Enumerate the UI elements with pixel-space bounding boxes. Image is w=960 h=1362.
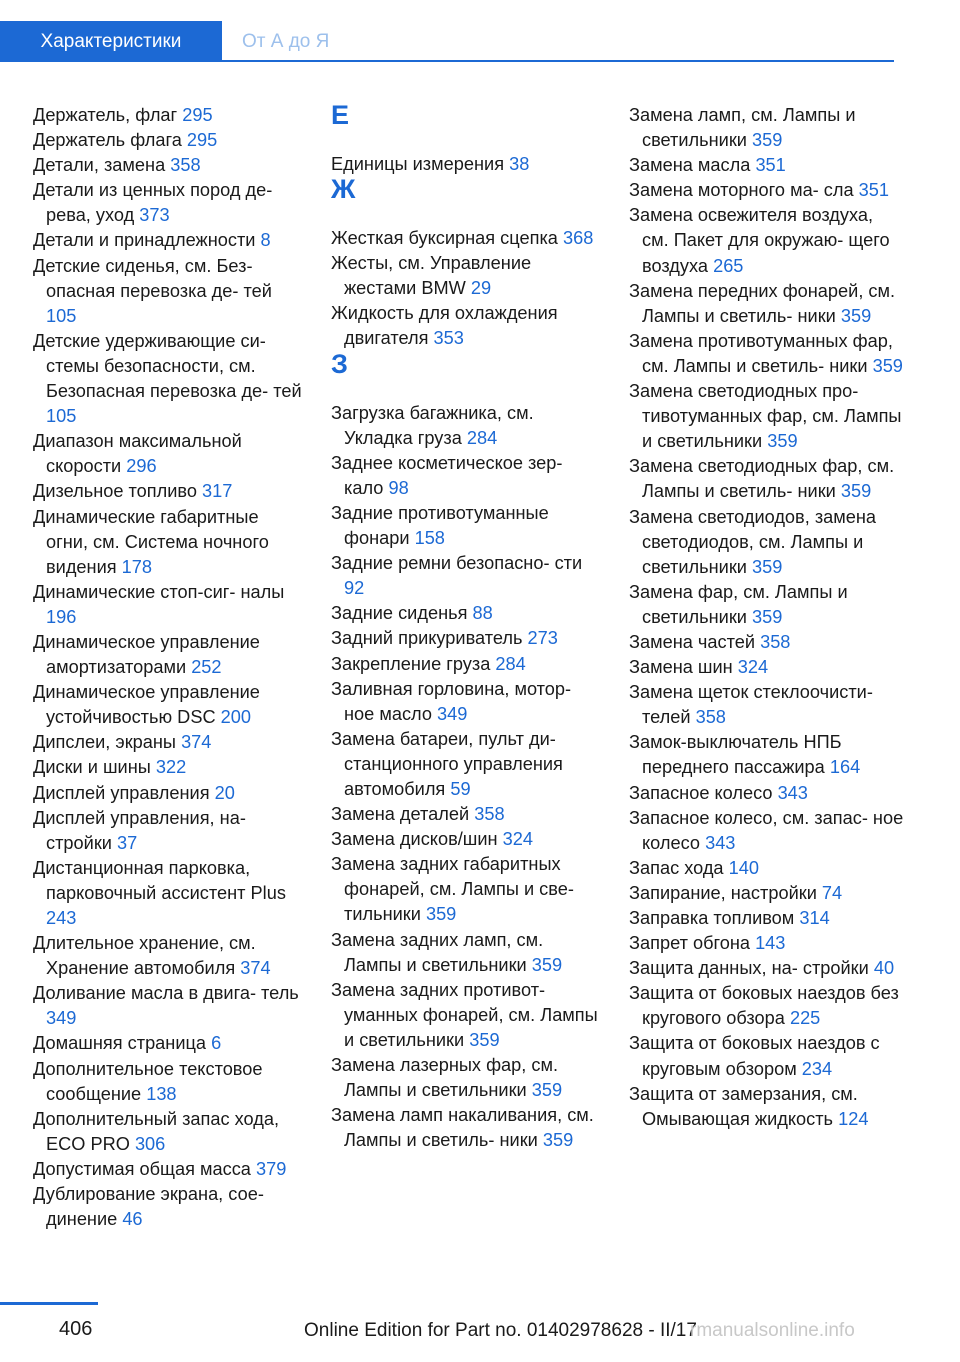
index-entry	[331, 1103, 599, 1153]
index-entry	[629, 178, 904, 203]
index-entry-text: Дополнительное текстовое сообщение	[33, 1058, 263, 1104]
index-entry-text: Замена лазерных фар, см. Лампы и светильники	[331, 1055, 559, 1101]
index-entry-text: Защита от боковых наездов с круговым обзором	[629, 1033, 880, 1079]
index-entry-text: Динамические габаритные огни, см. Система ночного видения	[33, 506, 269, 577]
index-entry	[629, 153, 904, 178]
index-entry-text: Замена противотуманных фар, см. Лампы и светиль‐ ники	[629, 330, 893, 376]
index-entry-text: Диапазон максимальной скорости	[33, 431, 242, 477]
tab-characteristics[interactable]: Характеристики	[0, 21, 222, 62]
page-reference-link[interactable]: 74	[821, 882, 843, 903]
index-entry-text: Детали из ценных пород де‐ рева, уход	[33, 180, 273, 226]
page-reference-link[interactable]: 359	[469, 1029, 500, 1050]
index-entry-text: Дополнительный запас хода, ECO PRO	[33, 1108, 280, 1154]
index-entry-text: Замена дисков/шин	[331, 829, 503, 850]
page-reference-link[interactable]: 306	[134, 1133, 166, 1154]
index-entry-text: Запасное колесо, см. запас‐ ное колесо	[629, 807, 904, 853]
page-reference-link[interactable]: 324	[737, 657, 769, 678]
index-entry	[629, 379, 904, 454]
index-entry	[331, 501, 599, 551]
index-entry-text: Детские удерживающие си‐ стемы безопасности, см. Безопасная перевозка де‐ тей	[33, 330, 302, 402]
index-entry-text: Детали и принадлежности	[33, 230, 261, 251]
page-reference-link[interactable]: 29	[470, 278, 492, 299]
index-entry	[629, 906, 904, 931]
index-entry	[629, 203, 904, 278]
index-entry	[33, 1182, 305, 1232]
page-reference-link[interactable]: 359	[425, 904, 457, 925]
index-entry-text: Замена задних габаритных фонарей, см. Лампы и све‐ тильники	[331, 854, 574, 925]
page-reference-link[interactable]: 295	[182, 105, 213, 125]
index-entry-text: Держатель, флаг	[33, 105, 183, 125]
page-reference-link[interactable]: 359	[752, 556, 783, 577]
page-reference-link[interactable]: 359	[752, 130, 783, 151]
page-reference-link[interactable]: 46	[122, 1209, 143, 1230]
index-entry-text: Длительное хранение, см. Хранение автомобиля	[33, 933, 256, 979]
index-entry-text: Закрепление груза	[331, 653, 496, 674]
page-reference-link[interactable]: 349	[46, 1008, 77, 1029]
index-entry	[331, 652, 599, 677]
footer-divider	[0, 1302, 98, 1305]
index-entry-text: Замена передних фонарей, см. Лампы и светиль‐ ники	[629, 280, 896, 326]
page-reference-link[interactable]: 143	[755, 933, 786, 954]
page-reference-link[interactable]: 164	[829, 757, 861, 778]
page-reference-link[interactable]: 200	[220, 707, 251, 728]
index-entry-text: Замена фар, см. Лампы и светильники	[629, 581, 848, 627]
page-reference-link[interactable]: 252	[191, 657, 222, 678]
index-entry-text: Замок-выключатель НПБ переднего пассажира	[629, 732, 842, 778]
index-entry-text: Дизельное топливо	[33, 481, 203, 502]
index-entry	[629, 781, 904, 806]
index-entry	[331, 727, 599, 802]
index-entry-text: Запирание, настройки	[629, 882, 822, 903]
index-entry	[629, 454, 904, 504]
index-entry	[33, 178, 305, 228]
index-entry-text: Замена светодиодных фар, см. Лампы и светиль‐ ники	[629, 456, 895, 502]
index-entry-text: Допустимая общая масса	[33, 1158, 256, 1179]
index-entry	[629, 630, 904, 655]
page-reference-link[interactable]: 359	[872, 355, 903, 376]
page-reference-link[interactable]: 359	[840, 481, 872, 502]
index-entry-text: Жесты, см. Управление жестами BMW	[331, 253, 532, 299]
index-column-3	[629, 103, 904, 1132]
page-reference-link[interactable]: 373	[139, 205, 170, 226]
index-entry-text: Заливная горловина, мотор‐ ное масло	[331, 678, 572, 724]
index-column-1	[33, 103, 305, 1232]
watermark: rmanualsonline.info	[690, 1320, 855, 1341]
page-reference-link[interactable]: 98	[388, 477, 409, 498]
index-entry	[629, 655, 904, 680]
index-entry	[33, 1107, 305, 1157]
index-entry-text: Запасное колесо	[629, 782, 778, 803]
page-reference-link[interactable]: 314	[799, 908, 830, 928]
tab-a-to-z[interactable]: От А до Я	[242, 30, 330, 52]
index-entry	[629, 505, 904, 580]
page-reference-link[interactable]: 359	[531, 954, 563, 975]
edition-text: Online Edition for Part no. 01402978628 - II/17	[304, 1320, 697, 1341]
index-entry	[33, 630, 305, 680]
page-reference-link[interactable]: 38	[509, 154, 530, 174]
page-reference-link[interactable]: 349	[437, 703, 468, 724]
index-entry-text: Замена ламп, см. Лампы и светильники	[629, 105, 856, 151]
page-reference-link[interactable]: 358	[474, 804, 505, 825]
index-entry-text: Замена задних противот‐ уманных фонарей, см. Лампы и светильники	[331, 979, 598, 1050]
index-entry	[33, 680, 305, 730]
index-entry-text: Замена шин	[629, 657, 738, 678]
index-entry-text: Замена светодиодных про‐ тивотуманных фар, см. Лампы и светильники	[629, 381, 902, 452]
index-entry-text: Дистанционная парковка, парковочный ассистент Plus	[33, 857, 286, 903]
page-reference-link[interactable]: 368	[562, 228, 594, 249]
page-reference-link[interactable]: 353	[433, 328, 464, 349]
page-reference-link[interactable]: 359	[752, 606, 783, 627]
page-reference-link[interactable]: 359	[767, 431, 798, 452]
page-reference-link[interactable]: 374	[181, 732, 212, 753]
index-entry	[629, 329, 904, 379]
index-entry-text: Защита от боковых наездов без кругового обзора	[629, 983, 899, 1029]
section-letter: Ж	[331, 174, 356, 205]
index-entry	[33, 931, 305, 981]
page-reference-link[interactable]: 140	[728, 857, 759, 878]
index-entry-text: Защита данных, на‐ стройки	[629, 958, 874, 979]
index-entry	[629, 856, 904, 881]
page-reference-link[interactable]: 234	[801, 1058, 833, 1079]
index-entry-text: Запрет обгона	[629, 933, 756, 954]
page-reference-link[interactable]: 105	[46, 305, 77, 326]
index-entry-text: Жидкость для охлаждения двигателя	[331, 303, 558, 349]
index-entry-text: Динамическое управление амортизаторами	[33, 631, 260, 678]
index-entry-text: Загрузка багажника, см. Укладка груза	[331, 402, 534, 448]
index-entry	[33, 153, 305, 178]
index-entry-text: Защита от замерзания, см. Омывающая жидкость	[629, 1083, 858, 1129]
index-entry	[33, 479, 305, 504]
page-reference-link[interactable]: 178	[121, 556, 153, 577]
page-reference-link[interactable]: 359	[542, 1130, 574, 1151]
index-entry-text: Задние ремни безопасно‐ сти	[331, 553, 583, 574]
index-entry	[33, 730, 305, 755]
index-entry-text: Детали, замена	[33, 155, 171, 176]
header-divider	[0, 60, 894, 62]
index-entry-text: Дисплей управления	[33, 782, 215, 803]
header-bar	[0, 0, 960, 62]
index-entry	[331, 1053, 599, 1103]
page-reference-link[interactable]: 358	[170, 155, 201, 176]
index-entry-text: Держатель флага	[33, 130, 187, 151]
index-entry-text: Единицы измерения	[331, 154, 510, 174]
index-entry-text: Дипслеи, экраны	[33, 732, 182, 753]
index-entry-text: Замена щеток стеклоочисти‐ телей	[629, 682, 873, 728]
page-reference-link[interactable]: 358	[695, 707, 726, 728]
page-reference-link[interactable]: 158	[414, 528, 445, 549]
index-entry	[33, 580, 305, 630]
index-entry-text: Заправка топливом	[629, 908, 800, 928]
index-entry-text: Динамическое управление устойчивостью DSC	[33, 682, 260, 728]
index-entry	[629, 103, 904, 153]
index-entry-text: Замена масла	[629, 155, 756, 176]
index-entry-text: Замена задних ламп, см. Лампы и светильники	[331, 929, 544, 975]
page-reference-link[interactable]: 196	[46, 606, 77, 627]
index-entry-text: Задние сиденья	[331, 603, 473, 624]
index-entry-text: Домашняя страница	[33, 1033, 212, 1054]
index-entry	[33, 254, 305, 329]
page-reference-link[interactable]: 37	[116, 832, 138, 853]
index-entry-text: Замена освежителя воздуха, см. Пакет для окружаю‐ щего воздуха	[629, 205, 890, 276]
index-entry	[33, 806, 305, 856]
index-entry	[331, 601, 599, 626]
index-entry	[331, 226, 599, 251]
index-entry	[629, 881, 904, 906]
page-reference-link[interactable]: 296	[126, 456, 157, 477]
page-reference-link[interactable]: 138	[146, 1083, 177, 1104]
page-reference-link[interactable]: 59	[450, 778, 471, 799]
page-reference-link[interactable]: 379	[255, 1158, 287, 1179]
index-entry	[33, 1057, 305, 1107]
index-entry	[33, 755, 305, 780]
index-entry	[331, 551, 599, 601]
index-entry	[33, 1157, 305, 1182]
index-entry	[629, 730, 904, 780]
index-entry	[33, 128, 305, 153]
page-reference-link[interactable]: 359	[840, 305, 872, 326]
index-entry	[33, 856, 305, 931]
index-entry-text: Дисплей управления, на‐ стройки	[33, 807, 246, 853]
index-entry	[33, 981, 305, 1031]
index-entry-text: Диски и шины	[33, 757, 156, 778]
index-entry-text: Замена батареи, пульт ди‐ станционного управления автомобиля	[331, 728, 563, 799]
page-reference-link[interactable]: 265	[713, 255, 744, 276]
index-entry-text: Замена моторного ма‐ сла	[629, 180, 859, 201]
index-entry	[629, 680, 904, 730]
index-entry-text: Жесткая буксирная сцепка	[331, 228, 563, 249]
index-entry	[33, 781, 305, 806]
index-entry-text: Дублирование экрана, сое‐ динение	[33, 1184, 264, 1230]
page-reference-link[interactable]: 273	[527, 628, 558, 649]
page-reference-link[interactable]: 124	[838, 1108, 869, 1129]
page-reference-link[interactable]: 284	[466, 427, 498, 448]
page-reference-link[interactable]: 243	[46, 908, 77, 928]
page-reference-link[interactable]: 324	[502, 829, 533, 850]
index-entry	[629, 580, 904, 630]
page-number: 406	[59, 1318, 93, 1340]
index-entry-text: Доливание масла в двига‐ тель	[33, 983, 299, 1004]
index-entry	[629, 956, 904, 981]
index-entry-text: Замена частей	[629, 631, 761, 652]
index-entry	[629, 1031, 904, 1081]
page-reference-link[interactable]: 20	[214, 782, 235, 803]
index-entry	[629, 981, 904, 1031]
index-entry	[331, 251, 599, 301]
index-entry	[331, 401, 599, 451]
index-entry-text: Заднее косметическое зер‐ кало	[331, 452, 563, 498]
index-entry	[629, 931, 904, 956]
index-entry-text: Динамические стоп-сиг‐ налы	[33, 581, 285, 602]
index-entry-text: Замена ламп накаливания, см. Лампы и светиль‐ ники	[331, 1105, 594, 1151]
page-reference-link[interactable]: 317	[202, 481, 233, 502]
page-reference-link[interactable]: 284	[495, 653, 526, 674]
page-reference-link[interactable]: 359	[531, 1080, 563, 1101]
index-entry	[33, 429, 305, 479]
page-reference-link[interactable]: 343	[705, 832, 736, 853]
index-entry	[331, 451, 599, 501]
index-entry	[33, 1031, 305, 1056]
page-reference-link[interactable]: 322	[155, 757, 187, 778]
page-reference-link[interactable]: 105	[46, 406, 77, 427]
page-reference-link[interactable]: 351	[858, 180, 890, 201]
index-entry	[331, 978, 599, 1053]
index-entry	[331, 852, 599, 927]
section-letter: Е	[331, 100, 350, 130]
index-entry	[331, 677, 599, 727]
page-reference-link[interactable]: 6	[211, 1033, 222, 1054]
section-letter: З	[331, 348, 348, 379]
page-reference-link[interactable]: 351	[755, 155, 786, 176]
index-entry	[331, 152, 599, 177]
page-reference-link[interactable]: 40	[873, 958, 895, 979]
page-reference-link[interactable]: 92	[344, 578, 365, 599]
index-entry	[629, 1082, 904, 1132]
index-entry	[33, 228, 305, 253]
index-entry	[33, 329, 305, 429]
page-reference-link[interactable]: 295	[186, 130, 218, 151]
index-entry	[331, 802, 599, 827]
index-entry	[331, 928, 599, 978]
page-reference-link[interactable]: 374	[240, 958, 271, 979]
index-entry-text: Замена светодиодов, замена светодиодов, см. Лампы и светильники	[629, 506, 877, 577]
index-entry-text: Задние противотуманные фонари	[331, 502, 549, 549]
page-reference-link[interactable]: 88	[472, 603, 493, 624]
index-column-2	[331, 100, 599, 1153]
index-entry	[629, 279, 904, 329]
page-reference-link[interactable]: 225	[789, 1008, 821, 1029]
index-entry-text: Детские сиденья, см. Без‐ опасная перевозка де‐ тей	[33, 255, 272, 301]
index-entry-text: Замена деталей	[331, 804, 475, 825]
page-reference-link[interactable]: 8	[260, 230, 271, 251]
index-entry	[33, 103, 305, 128]
index-entry-text: Запас хода	[629, 857, 729, 878]
index-entry-text: Задний прикуриватель	[331, 628, 528, 649]
index-entry	[331, 827, 599, 852]
page-reference-link[interactable]: 343	[777, 782, 808, 803]
index-entry	[331, 626, 599, 651]
index-entry	[33, 505, 305, 580]
index-entry	[331, 301, 599, 351]
index-entry	[629, 806, 904, 856]
page-reference-link[interactable]: 358	[760, 631, 791, 652]
